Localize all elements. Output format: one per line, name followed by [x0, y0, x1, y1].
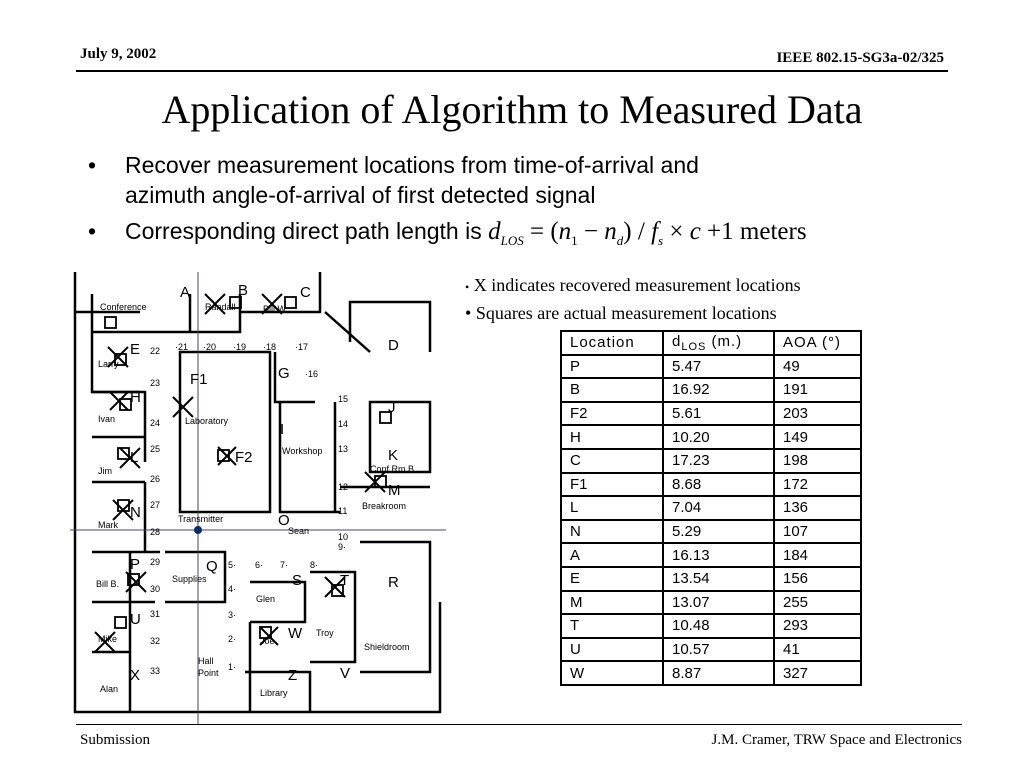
svg-text:Workshop: Workshop [282, 446, 323, 456]
svg-text:33: 33 [150, 666, 161, 676]
svg-text:Point: Point [198, 668, 219, 678]
svg-text:J: J [388, 399, 396, 416]
cell-location: P [561, 355, 663, 379]
transmitter-dot [194, 526, 202, 534]
svg-text:F1: F1 [190, 371, 208, 388]
bullet-1-line-1: Recover measurement locations from time-of-arrival and [125, 152, 699, 178]
table-row [561, 591, 861, 615]
legend-notes [465, 272, 801, 326]
bullet-1 [88, 150, 998, 210]
svg-text:Library: Library [260, 688, 288, 698]
svg-text:O: O [278, 512, 290, 529]
svg-text:26: 26 [150, 474, 161, 484]
cell-aoa: 156 [774, 567, 861, 591]
svg-text:32: 32 [150, 636, 161, 646]
svg-text:R: R [388, 574, 399, 591]
table-row [561, 473, 861, 497]
svg-text:25: 25 [150, 444, 161, 454]
cell-location: F2 [561, 402, 663, 426]
cell-dlos: 8.68 [663, 473, 774, 497]
svg-text:T: T [340, 572, 350, 589]
svg-text:F2: F2 [235, 449, 253, 466]
cell-location: W [561, 661, 663, 685]
svg-text:Bill B.: Bill B. [96, 579, 120, 589]
svg-text:7·: 7· [280, 560, 289, 570]
table-row [561, 520, 861, 544]
svg-text:M: M [388, 482, 401, 499]
table-header-row [561, 331, 861, 355]
cell-dlos: 16.13 [663, 543, 774, 567]
svg-text:·17: ·17 [295, 342, 309, 352]
svg-text:Sean: Sean [288, 526, 310, 536]
footer-left: Submission [80, 732, 151, 748]
cell-aoa: 293 [774, 614, 861, 638]
cell-dlos: 10.20 [663, 425, 774, 449]
table-row [561, 449, 861, 473]
svg-text:31: 31 [150, 609, 161, 619]
cell-dlos: 10.48 [663, 614, 774, 638]
svg-text:14: 14 [338, 419, 349, 429]
svg-text:Breakroom: Breakroom [362, 501, 407, 511]
svg-text:D: D [388, 337, 399, 354]
svg-text:9·: 9· [338, 542, 347, 552]
table-row [561, 661, 861, 685]
cell-dlos: 8.87 [663, 661, 774, 685]
svg-text:·19: ·19 [233, 342, 247, 352]
svg-text:12: 12 [338, 482, 349, 492]
bullet-2-text: Corresponding direct path length is [125, 218, 482, 244]
cell-location: B [561, 378, 663, 402]
table-row [561, 355, 861, 379]
cell-dlos: 5.61 [663, 402, 774, 426]
cell-location: T [561, 614, 663, 638]
room-names [96, 302, 414, 698]
svg-text:Randall: Randall [205, 302, 236, 312]
cell-location: U [561, 638, 663, 662]
svg-text:Mike: Mike [98, 634, 118, 644]
svg-text:X: X [130, 667, 141, 684]
svg-text:22: 22 [150, 346, 161, 356]
svg-text:K: K [388, 447, 399, 464]
cell-aoa: 172 [774, 473, 861, 497]
svg-text:B: B [238, 282, 249, 299]
cell-dlos: 16.92 [663, 378, 774, 402]
svg-text:8·: 8· [310, 560, 319, 570]
svg-text:E: E [130, 341, 141, 358]
dlos-formula: $d_{LOS} = (n_1 - n_d) / f_s \times c +1$ meters [488, 218, 807, 248]
cell-dlos: 13.54 [663, 567, 774, 591]
svg-text:Z: Z [288, 667, 298, 684]
svg-text:Laboratory: Laboratory [185, 416, 229, 426]
svg-text:Mark: Mark [98, 520, 118, 530]
svg-text:P: P [130, 556, 141, 573]
svg-text:N: N [130, 504, 141, 521]
slide-title: Application of Algorithm to Measured Data [161, 87, 863, 132]
svg-text:Shieldroom: Shieldroom [364, 642, 410, 652]
cell-aoa: 191 [774, 378, 861, 402]
svg-text:Bill W.: Bill W. [263, 304, 289, 314]
cell-dlos: 7.04 [663, 496, 774, 520]
cell-location: A [561, 543, 663, 567]
svg-text:·21: ·21 [175, 342, 189, 352]
svg-text:Transmitter: Transmitter [178, 514, 224, 524]
bullet-list [88, 150, 998, 262]
svg-text:13: 13 [338, 444, 349, 454]
svg-text:30: 30 [150, 584, 161, 594]
svg-text:Hall: Hall [198, 656, 214, 666]
cell-aoa: 136 [774, 496, 861, 520]
cell-location: H [561, 425, 663, 449]
header-doc-id: IEEE 802.15-SG3a-02/325 [776, 50, 944, 66]
location-table [560, 330, 862, 686]
svg-text:S: S [292, 572, 303, 589]
svg-text:1·: 1· [228, 662, 237, 672]
header-location: Location [561, 331, 663, 355]
svg-text:Joe: Joe [260, 636, 275, 646]
svg-text:29: 29 [150, 557, 161, 567]
cell-aoa: 41 [774, 638, 861, 662]
svg-text:W: W [288, 625, 303, 642]
svg-text:·16: ·16 [305, 369, 319, 379]
svg-text:23: 23 [150, 378, 161, 388]
cell-location: C [561, 449, 663, 473]
svg-text:15: 15 [338, 394, 349, 404]
cell-location: E [561, 567, 663, 591]
svg-text:·20: ·20 [203, 342, 217, 352]
svg-text:3·: 3· [228, 610, 237, 620]
svg-text:V: V [340, 665, 351, 682]
cell-aoa: 255 [774, 591, 861, 615]
floor-plan [70, 272, 446, 724]
svg-text:5·: 5· [228, 560, 237, 570]
svg-text:Conf Rm B: Conf Rm B [370, 464, 415, 474]
svg-text:·18: ·18 [263, 342, 277, 352]
cell-dlos: 13.07 [663, 591, 774, 615]
table-row [561, 378, 861, 402]
cell-aoa: 203 [774, 402, 861, 426]
cell-dlos: 5.47 [663, 355, 774, 379]
svg-text:Alan: Alan [100, 684, 119, 694]
svg-text:C: C [300, 284, 311, 301]
svg-text:Ivan: Ivan [98, 414, 116, 424]
header-divider [76, 70, 948, 72]
table-row [561, 614, 861, 638]
footer-right: J.M. Cramer, TRW Space and Electronics [711, 732, 962, 748]
header-dlos: $d_{LOS}$ (m.) [663, 331, 774, 355]
bullet-2 [88, 216, 998, 256]
bullet-1-line-2: azimuth angle-of-arrival of first detected signal [125, 182, 596, 208]
svg-text:Conference: Conference [100, 302, 147, 312]
cell-aoa: 327 [774, 661, 861, 685]
svg-text:Troy: Troy [316, 628, 334, 638]
svg-text:6·: 6· [255, 560, 264, 570]
cell-location: L [561, 496, 663, 520]
svg-text:U: U [130, 611, 141, 628]
svg-text:28: 28 [150, 527, 161, 537]
header-aoa: AOA (°) [774, 331, 861, 355]
cell-location: F1 [561, 473, 663, 497]
table-row [561, 638, 861, 662]
table-row [561, 567, 861, 591]
x-note: • X indicates recovered measurement locations [465, 275, 801, 295]
cell-aoa: 107 [774, 520, 861, 544]
cell-aoa: 184 [774, 543, 861, 567]
svg-text:Q: Q [206, 558, 218, 575]
cell-aoa: 198 [774, 449, 861, 473]
cell-aoa: 149 [774, 425, 861, 449]
cell-aoa: 49 [774, 355, 861, 379]
cell-dlos: 17.23 [663, 449, 774, 473]
svg-text:4·: 4· [228, 584, 237, 594]
svg-text:Jim: Jim [98, 466, 112, 476]
svg-text:10: 10 [338, 532, 349, 542]
svg-text:Larry: Larry [98, 359, 119, 369]
table-row [561, 496, 861, 520]
svg-text:24: 24 [150, 418, 161, 428]
cell-location: N [561, 520, 663, 544]
svg-text:H: H [130, 389, 141, 406]
svg-text:2·: 2· [228, 634, 237, 644]
svg-text:I: I [280, 421, 285, 438]
svg-text:A: A [180, 284, 191, 301]
square-note: • Squares are actual measurement locations [465, 302, 777, 323]
svg-text:Glen: Glen [256, 594, 276, 604]
svg-text:L: L [130, 449, 139, 466]
svg-text:G: G [278, 365, 290, 382]
cell-dlos: 10.57 [663, 638, 774, 662]
table-row [561, 543, 861, 567]
footer-divider [76, 724, 962, 725]
cell-dlos: 5.29 [663, 520, 774, 544]
formula-units: meters [739, 218, 807, 245]
svg-text:27: 27 [150, 500, 161, 510]
table-row [561, 402, 861, 426]
svg-text:11: 11 [338, 506, 348, 516]
table-row [561, 425, 861, 449]
svg-text:Supplies: Supplies [172, 574, 207, 584]
header-date: July 9, 2002 [80, 46, 157, 62]
cell-location: M [561, 591, 663, 615]
